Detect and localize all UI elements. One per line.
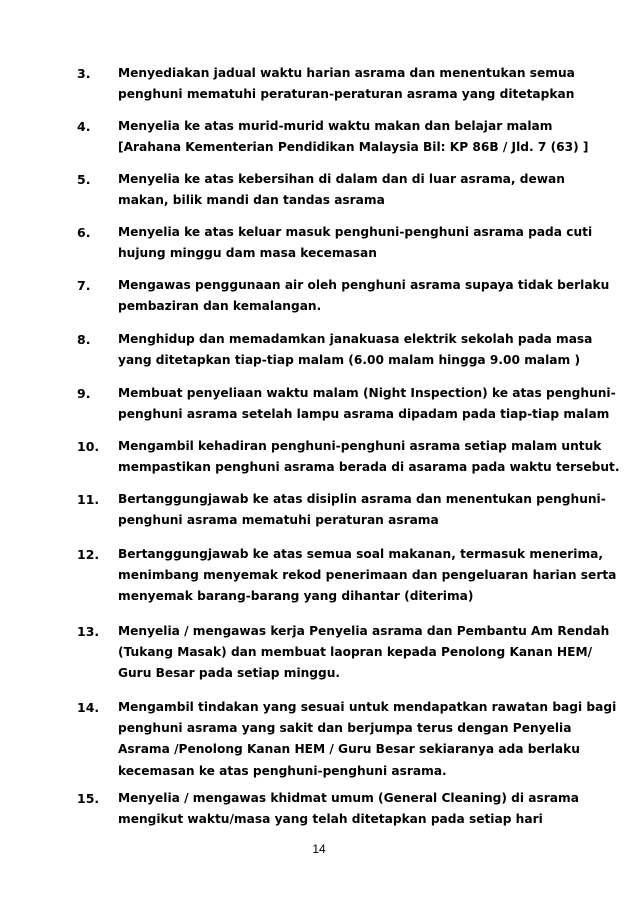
item-text-line: penghuni asrama mematuhi peraturan asrama: [118, 513, 439, 528]
item-number: 4.: [77, 119, 91, 134]
item-text-line: Guru Besar pada setiap minggu.: [118, 666, 341, 681]
item-text-line: penghuni asrama yang sakit dan berjumpa terus dengan Penyelia: [118, 721, 572, 736]
item-text-line: Membuat penyeliaan waktu malam (Night Inspection) ke atas penghuni-: [118, 386, 616, 400]
item-text-line: Menyelia / mengawas khidmat umum (General Cleaning) di asrama: [118, 791, 579, 805]
item-text-line: Mengambil kehadiran penghuni-penghuni asrama setiap malam untuk: [118, 439, 602, 453]
item-number: 7.: [77, 278, 91, 293]
item-text-line: Asrama /Penolong Kanan HEM / Guru Besar sekiaranya ada berlaku: [118, 742, 580, 757]
item-text-line: mempastikan penghuni asrama berada di asarama pada waktu tersebut.: [118, 460, 620, 475]
item-text-line: Menghidup dan memadamkan janakuasa elektrik sekolah pada masa: [118, 332, 593, 346]
item-number: 12.: [77, 547, 100, 562]
item-text-line: Bertanggungjawab ke atas semua soal makanan, termasuk menerima,: [118, 547, 604, 561]
item-text-line: Menyelia ke atas kebersihan di dalam dan di luar asrama, dewan: [118, 172, 565, 186]
item-text-line: (Tukang Masak) dan membuat laopran kepada Penolong Kanan HEM/: [118, 645, 593, 660]
item-text-line: Menyelia ke atas murid-murid waktu makan dan belajar malam: [118, 119, 553, 133]
page-number: 14: [312, 842, 326, 856]
item-text-line: kecemasan ke atas penghuni-penghuni asrama.: [118, 763, 447, 778]
item-number: 8.: [77, 332, 91, 347]
item-text-line: yang ditetapkan tiap-tiap malam (6.00 malam hingga 9.00 malam ): [118, 353, 581, 368]
item-text-line: [Arahana Kementerian Pendidikan Malaysia Bil: KP 86B / Jld. 7 (63) ]: [118, 140, 589, 155]
item-number: 6.: [77, 225, 91, 240]
item-text-line: pembaziran dan kemalangan.: [118, 299, 322, 314]
item-number: 10.: [77, 439, 100, 454]
item-text-line: hujung minggu dam masa kecemasan: [118, 246, 377, 261]
item-text-line: menimbang menyemak rekod penerimaan dan pengeluaran harian serta: [118, 568, 617, 583]
item-text-line: Menyediakan jadual waktu harian asrama dan menentukan semua: [118, 66, 575, 80]
item-text-line: penghuni asrama setelah lampu asrama dipadam pada tiap-tiap malam: [118, 407, 610, 422]
item-number: 9.: [77, 386, 91, 401]
item-number: 11.: [77, 492, 100, 507]
item-number: 15.: [77, 791, 100, 806]
item-text-line: Bertanggungjawab ke atas disiplin asrama dan menentukan penghuni-: [118, 492, 606, 506]
item-number: 5.: [77, 172, 91, 187]
item-text-line: Menyelia ke atas keluar masuk penghuni-penghuni asrama pada cuti: [118, 225, 593, 239]
item-text-line: menyemak barang-barang yang dihantar (diterima): [118, 589, 474, 604]
item-text-line: Mengambil tindakan yang sesuai untuk mendapatkan rawatan bagi bagi: [118, 700, 617, 714]
item-number: 14.: [77, 700, 100, 715]
item-text-line: penghuni mematuhi peraturan-peraturan asrama yang ditetapkan: [118, 87, 575, 102]
item-text-line: Mengawas penggunaan air oleh penghuni asrama supaya tidak berlaku: [118, 278, 610, 292]
item-text-line: mengikut waktu/masa yang telah ditetapkan pada setiap hari: [118, 812, 543, 827]
item-text-line: makan, bilik mandi dan tandas asrama: [118, 193, 385, 208]
item-number: 3.: [77, 66, 91, 81]
item-text-line: Menyelia / mengawas kerja Penyelia asrama dan Pembantu Am Rendah: [118, 624, 610, 638]
item-number: 13.: [77, 624, 100, 639]
